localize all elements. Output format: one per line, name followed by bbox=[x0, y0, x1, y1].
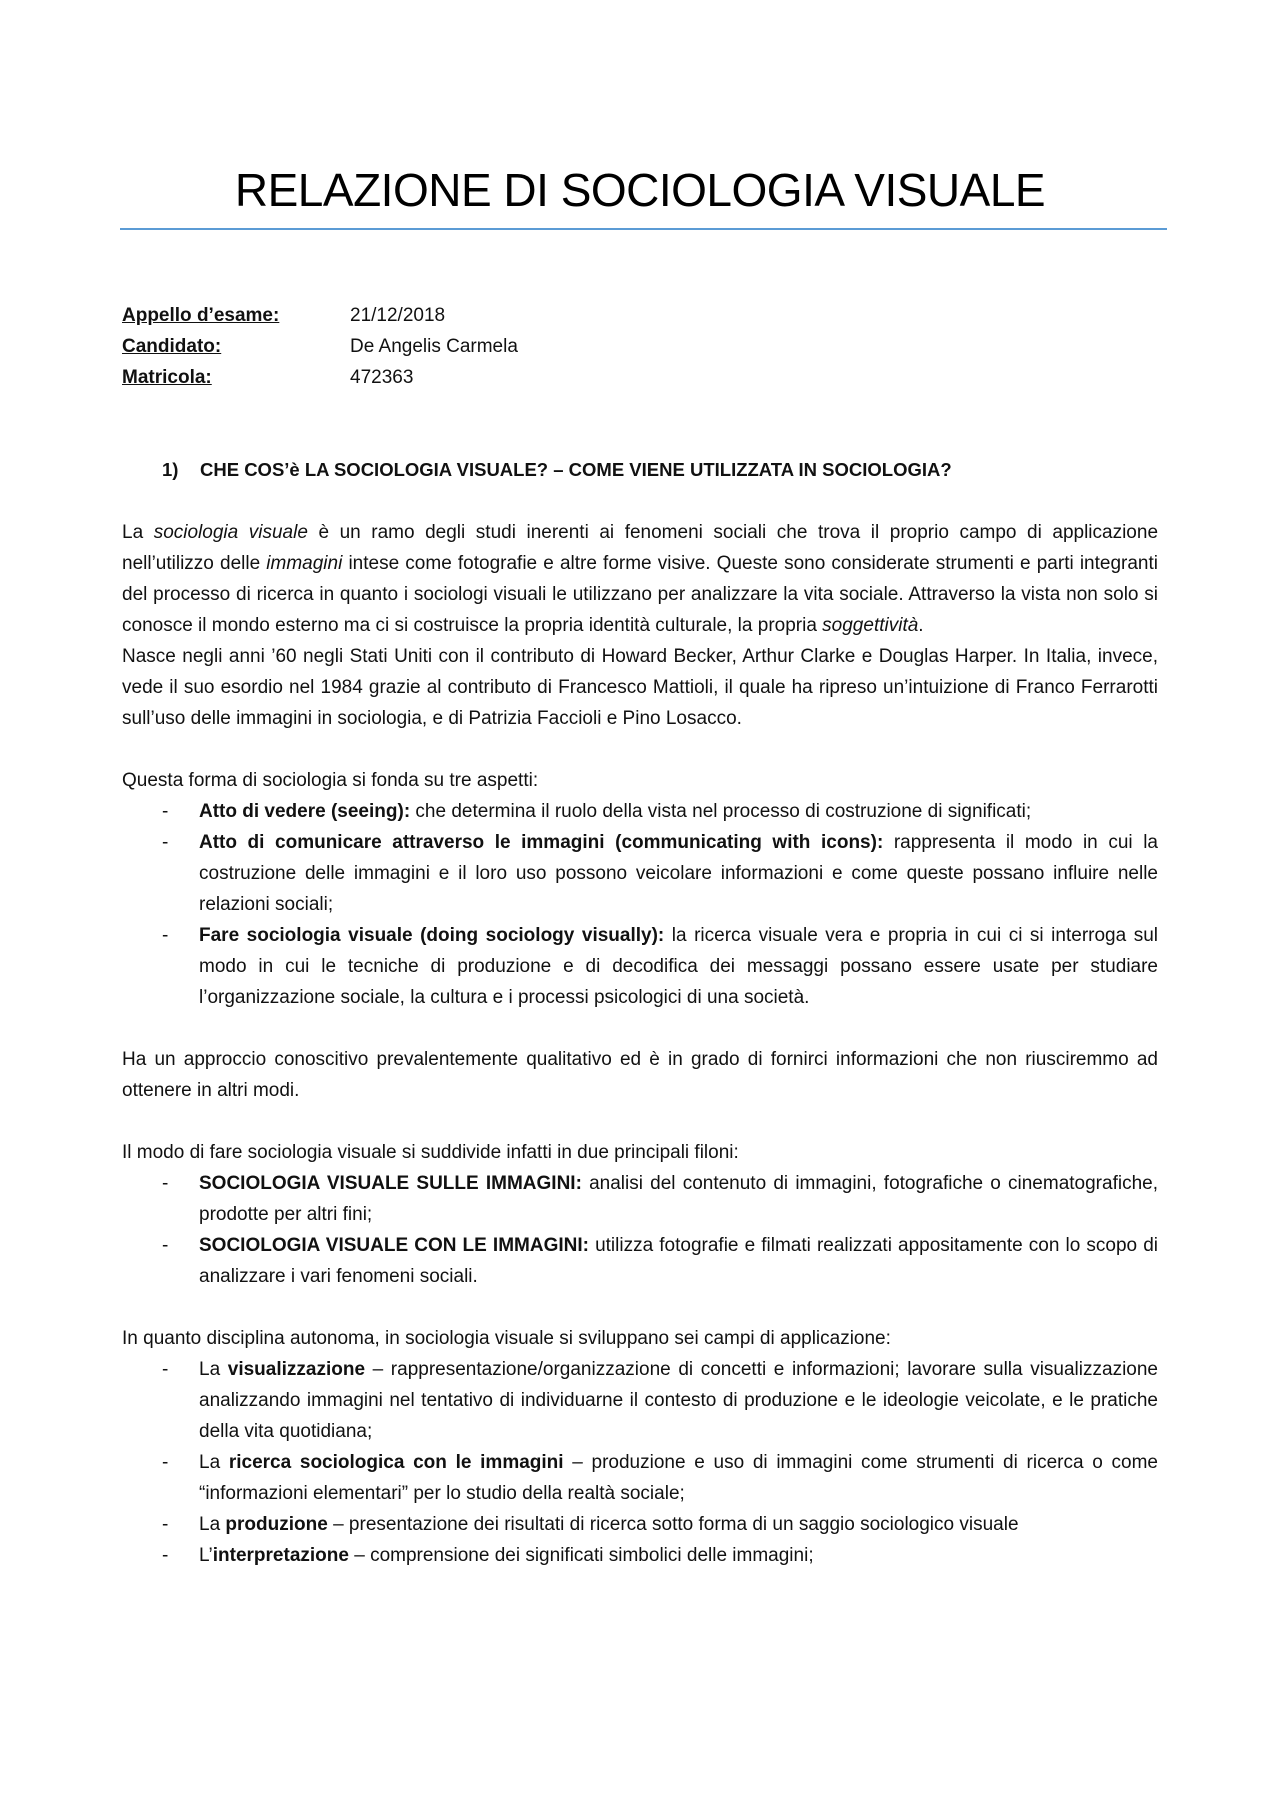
italic-term: sociologia visuale bbox=[153, 522, 308, 543]
list-item bbox=[122, 1354, 1158, 1447]
text-run: – comprensione dei significati simbolici delle immagini; bbox=[348, 1545, 814, 1566]
italic-term: immagini bbox=[266, 553, 343, 574]
bold-term: Atto di vedere (seeing): bbox=[199, 801, 411, 822]
list-item bbox=[122, 1509, 1158, 1540]
list-item bbox=[122, 796, 1158, 827]
dash-bullet: - bbox=[162, 801, 169, 822]
text-run: la ricerca visuale vera e propria in cui ci si interroga sul modo in cui le tecniche di produzione e di decodifica dei messaggi possano essere usate per studiare l’organizzazione sociale, la cultura e i processi psicologici di una società. bbox=[199, 925, 1158, 1008]
dash-bullet: - bbox=[162, 832, 169, 853]
meta-label: Candidato: bbox=[122, 336, 222, 357]
exam-info bbox=[122, 300, 1158, 393]
dash-bullet: - bbox=[162, 1452, 169, 1473]
text-run: – produzione e uso di immagini come strumenti di ricerca o come “informazioni elementari” per lo studio della realtà sociale; bbox=[199, 1452, 1158, 1504]
list-item bbox=[122, 920, 1158, 1013]
text-run: che determina il ruolo della vista nel processo di costruzione di significati; bbox=[410, 801, 1032, 822]
meta-label: Appello d’esame: bbox=[122, 305, 280, 326]
text-run: è un ramo degli studi inerenti ai fenomeni sociali che trova il proprio campo di applicazione nell’utilizzo delle bbox=[122, 522, 1159, 574]
dash-bullet: - bbox=[162, 1235, 169, 1256]
campi-list bbox=[122, 1354, 1158, 1571]
filoni-intro: Il modo di fare sociologia visuale si suddivide infatti in due principali filoni: bbox=[122, 1142, 739, 1163]
history-paragraph: Nasce negli anni ’60 negli Stati Uniti con il contributo di Howard Becker, Arthur Clarke e Douglas Harper. In Italia, invece, vede il suo esordio nel 1984 grazie al contributo di Francesco Mattioli, il quale ha ripreso un’intuizione di Franco Ferrarotti sull’uso delle immagini in sociologia, e di Patrizia Faccioli e Pino Losacco. bbox=[122, 646, 1158, 729]
aspects-intro: Questa forma di sociologia si fonda su tre aspetti: bbox=[122, 770, 539, 791]
question-heading bbox=[122, 455, 1158, 485]
document-title: RELAZIONE DI SOCIOLOGIA VISUALE bbox=[234, 164, 1046, 216]
dash-bullet: - bbox=[162, 1359, 169, 1380]
filoni-list bbox=[122, 1168, 1158, 1292]
text-run: La bbox=[199, 1452, 229, 1473]
text-run: – presentazione dei risultati di ricerca sotto forma di un saggio sociologico visuale bbox=[327, 1514, 1019, 1535]
meta-row-matricola bbox=[122, 362, 1158, 393]
bold-term: Fare sociologia visuale (doing sociology visually): bbox=[199, 925, 665, 946]
text-run: rappresenta il modo in cui la costruzione delle immagini e il loro uso possono veicolare informazioni e come queste possano influire nelle relazioni sociali; bbox=[199, 832, 1158, 915]
meta-value: 21/12/2018 bbox=[350, 305, 446, 326]
bold-term: visualizzazione bbox=[227, 1359, 366, 1380]
approach-paragraph: Ha un approccio conoscitivo prevalentemente qualitativo ed è in grado di fornirci informazioni che non riusciremmo ad ottenere in altri modi. bbox=[122, 1049, 1158, 1101]
dash-bullet: - bbox=[162, 1514, 169, 1535]
italic-term: soggettività bbox=[822, 615, 919, 636]
aspects-list bbox=[122, 796, 1158, 1013]
meta-row-appello bbox=[122, 300, 1158, 331]
list-item bbox=[122, 827, 1158, 920]
text-run: – rappresentazione/organizzazione di concetti e informazioni; lavorare sulla visualizzazione analizzando immagini nel tentativo di individuarne il contesto di produzione e le ideologie veicolate, e le pratiche della vita quotidiana; bbox=[199, 1359, 1158, 1442]
text-run: L’ bbox=[199, 1545, 213, 1566]
text-run: utilizza fotografie e filmati realizzati appositamente con lo scopo di analizzare i vari fenomeni sociali. bbox=[199, 1235, 1158, 1287]
text-run: intese come fotografie e altre forme visive. Queste sono considerate strumenti e parti integranti del processo di ricerca in quanto i sociologi visuali le utilizzano per analizzare la vita sociale. Attraverso la vista non solo si conosce il mondo esterno ma ci si costruisce la propria identità culturale, la propria bbox=[122, 553, 1158, 636]
text-run: La bbox=[199, 1514, 226, 1535]
dash-bullet: - bbox=[162, 1545, 169, 1566]
meta-value: De Angelis Carmela bbox=[350, 336, 518, 357]
list-item bbox=[122, 1230, 1158, 1292]
bold-term: interpretazione bbox=[212, 1545, 349, 1566]
list-item bbox=[122, 1168, 1158, 1230]
bold-term: SOCIOLOGIA VISUALE CON LE IMMAGINI: bbox=[199, 1235, 589, 1256]
list-item bbox=[122, 1447, 1158, 1509]
question-number: 1) bbox=[162, 459, 179, 480]
meta-value: 472363 bbox=[350, 367, 414, 388]
bold-term: SOCIOLOGIA VISUALE SULLE IMMAGINI: bbox=[199, 1173, 582, 1194]
dash-bullet: - bbox=[162, 925, 169, 946]
bold-term: Atto di comunicare attraverso le immagini (communicating with icons): bbox=[199, 832, 884, 853]
text-run: La bbox=[122, 522, 154, 543]
intro-paragraph bbox=[122, 517, 1158, 641]
text-run: . bbox=[918, 615, 924, 636]
list-item bbox=[122, 1540, 1158, 1571]
text-run: analisi del contenuto di immagini, fotografiche o cinematografiche, prodotte per altri fini; bbox=[199, 1173, 1158, 1225]
meta-row-candidato bbox=[122, 331, 1158, 362]
dash-bullet: - bbox=[162, 1173, 169, 1194]
document-body bbox=[122, 517, 1158, 1571]
meta-label: Matricola: bbox=[122, 367, 212, 388]
campi-intro: In quanto disciplina autonoma, in sociologia visuale si sviluppano sei campi di applicazione: bbox=[122, 1328, 891, 1349]
title-underline bbox=[120, 228, 1167, 230]
question-text: CHE COS’è LA SOCIOLOGIA VISUALE? – COME VIENE UTILIZZATA IN SOCIOLOGIA? bbox=[200, 459, 952, 480]
text-run: La bbox=[199, 1359, 228, 1380]
bold-term: ricerca sociologica con le immagini bbox=[228, 1452, 564, 1473]
bold-term: produzione bbox=[225, 1514, 328, 1535]
